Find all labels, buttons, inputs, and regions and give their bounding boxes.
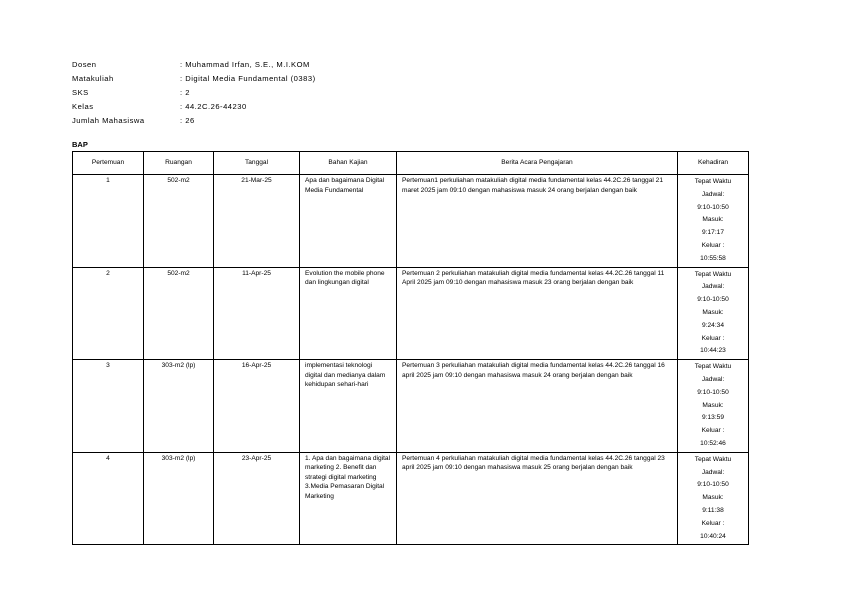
cell-pertemuan: 4 <box>73 452 144 545</box>
kehadiran-masuk: 9:17:17 <box>702 229 724 237</box>
table-row <box>73 360 749 453</box>
cell-pertemuan: 2 <box>73 267 144 360</box>
kehadiran-jadwal: 9:10-10:50 <box>697 481 729 489</box>
kehadiran-status: Tepat Waktu <box>694 178 732 185</box>
kehadiran-keluar: 10:40:24 <box>700 532 726 540</box>
table-header-row <box>73 152 749 175</box>
cell-bahan-kajian: 1. Apa dan bagaimana digital marketing 2. Benefit dan strategi digital marketing 3.Media Pemasaran Digital Marketing <box>300 452 397 545</box>
cell-berita-acara: Pertemuan 4 perkuliahan matakuliah digital media fundamental kelas 44.2C.26 tanggal 23 april 2025 jam 09:10 dengan mahasiswa masuk 25 orang berjalan dengan baik <box>397 452 678 545</box>
info-label: Kelas <box>72 101 94 111</box>
info-jumlah-mahasiswa <box>72 113 316 127</box>
column-header: Tanggal <box>214 152 300 175</box>
section-title: BAP <box>72 140 88 149</box>
info-label: Dosen <box>72 60 97 70</box>
column-header: Berita Acara Pengajaran <box>397 152 678 175</box>
info-dosen <box>72 58 316 72</box>
kehadiran-masuk: 9:13:59 <box>702 414 724 422</box>
info-label: Jumlah Mahasiswa <box>72 115 145 125</box>
cell-pertemuan: 1 <box>73 175 144 268</box>
kehadiran-keluar-label: Keluar : <box>701 519 725 527</box>
cell-berita-acara: Pertemuan1 perkuliahan matakuliah digital media fundamental kelas 44.2C.26 tanggal 21 maret 2025 jam 09:10 dengan mahasiswa masuk 24 orang berjalan dengan baik <box>397 175 678 268</box>
cell-ruangan: 502-m2 <box>144 267 214 360</box>
cell-kehadiran <box>678 175 749 268</box>
kehadiran-jadwal: 9:10-10:50 <box>697 296 729 304</box>
column-header: Bahan Kajian <box>300 152 397 175</box>
kehadiran-masuk-label: Masuk: <box>702 216 724 224</box>
kehadiran-jadwal-label: Jadwal: <box>701 468 725 476</box>
cell-kehadiran <box>678 452 749 545</box>
info-value: : 44.2C.26-44230 <box>180 101 247 111</box>
kehadiran-keluar-label: Keluar : <box>701 427 725 435</box>
cell-bahan-kajian: implementasi teknologi digital dan medianya dalam kehidupan sehari-hari <box>300 360 397 453</box>
info-label: SKS <box>72 87 89 97</box>
table-row <box>73 175 749 268</box>
cell-kehadiran <box>678 267 749 360</box>
course-info <box>72 58 316 127</box>
kehadiran-keluar: 10:52:46 <box>700 439 726 447</box>
bap-table <box>72 151 749 545</box>
cell-ruangan: 303-m2 (lp) <box>144 452 214 545</box>
info-value: : 2 <box>180 87 190 97</box>
info-matakuliah <box>72 72 316 86</box>
kehadiran-masuk-label: Masuk: <box>702 401 724 409</box>
kehadiran-masuk-label: Masuk: <box>702 494 724 502</box>
info-label: Matakuliah <box>72 74 114 84</box>
info-value: : 26 <box>180 115 195 125</box>
column-header: Pertemuan <box>73 152 144 175</box>
cell-pertemuan: 3 <box>73 360 144 453</box>
kehadiran-masuk: 9:24:34 <box>702 321 724 329</box>
kehadiran-keluar-label: Keluar : <box>701 334 725 342</box>
kehadiran-keluar: 10:55:58 <box>700 254 726 262</box>
table-row <box>73 452 749 545</box>
cell-kehadiran <box>678 360 749 453</box>
info-value: : Digital Media Fundamental (0383) <box>180 74 316 84</box>
cell-berita-acara: Pertemuan 3 perkuliahan matakuliah digital media fundamental kelas 44.2C.26 tanggal 16 april 2025 jam 09:10 dengan mahasiswa masuk 24 orang berjalan dengan baik <box>397 360 678 453</box>
kehadiran-status: Tepat Waktu <box>694 455 732 463</box>
cell-berita-acara: Pertemuan 2 perkuliahan matakuliah digital media fundamental kelas 44.2C.26 tanggal 11 April 2025 jam 09:10 dengan mahasiswa masuk 23 orang berjalan dengan baik <box>397 267 678 360</box>
kehadiran-status: Tepat Waktu <box>694 270 732 278</box>
kehadiran-jadwal: 9:10-10:50 <box>697 203 729 211</box>
kehadiran-jadwal-label: Jadwal: <box>701 283 725 291</box>
cell-ruangan: 502-m2 <box>144 175 214 268</box>
kehadiran-keluar: 10:44:23 <box>700 347 726 355</box>
kehadiran-masuk-label: Masuk: <box>702 308 724 316</box>
cell-bahan-kajian: Evolution the mobile phone dan lingkungan digital <box>300 267 397 360</box>
kehadiran-status: Tepat Waktu <box>694 363 732 371</box>
info-kelas <box>72 99 316 113</box>
kehadiran-keluar-label: Keluar : <box>701 241 725 249</box>
column-header: Kehadiran <box>678 152 749 175</box>
cell-bahan-kajian: Apa dan bagaimana Digital Media Fundamental <box>300 175 397 268</box>
info-sks <box>72 86 316 100</box>
kehadiran-jadwal-label: Jadwal: <box>701 375 725 383</box>
cell-tanggal: 16-Apr-25 <box>214 360 300 453</box>
kehadiran-masuk: 9:11:38 <box>702 506 724 514</box>
column-header: Ruangan <box>144 152 214 175</box>
cell-ruangan: 303-m2 (lp) <box>144 360 214 453</box>
info-value: : Muhammad Irfan, S.E., M.I.KOM <box>180 60 310 70</box>
kehadiran-jadwal: 9:10-10:50 <box>697 388 729 396</box>
cell-tanggal: 21-Mar-25 <box>214 175 300 268</box>
cell-tanggal: 23-Apr-25 <box>214 452 300 545</box>
kehadiran-jadwal-label: Jadwal: <box>701 190 725 198</box>
table-row <box>73 267 749 360</box>
cell-tanggal: 11-Apr-25 <box>214 267 300 360</box>
